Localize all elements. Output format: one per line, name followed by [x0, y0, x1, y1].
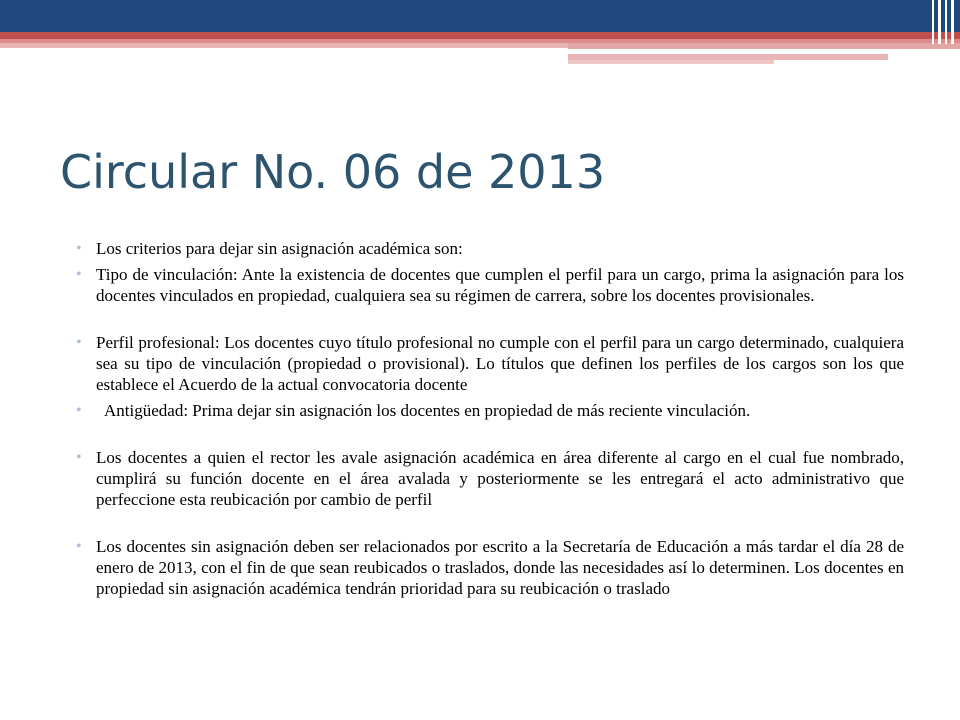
bullet-item: [76, 536, 904, 599]
bullet-text: Los docentes sin asignación deben ser relacionados por escrito a la Secretaría de Educación a más tardar el día 28 de enero de 2013, con el fin de que sean reubicados o traslados, donde las necesidades así lo determinen. Los docentes en propiedad sin asignación académica tendrán prioridad para su reubicación o traslado: [96, 537, 904, 598]
bullet-marker: •: [76, 266, 82, 283]
header-red-bar: [0, 32, 960, 39]
bullet-text: Los docentes a quien el rector les avale asignación académica en área diferente al cargo en el cual fue nombrado, cumplirá su función docente en el área avalada y posteriormente se les entregará el acto administrativo que perfeccione esta reubicación por cambio de perfil: [96, 448, 904, 509]
bullet-item: [76, 447, 904, 510]
header-pink-bar-right: [568, 43, 960, 49]
header-stripes: [922, 0, 960, 44]
header-pink-bar-lowest: [568, 60, 774, 64]
bullet-marker: •: [76, 240, 82, 257]
slide-body: [76, 238, 904, 599]
bullet-item: [76, 264, 904, 306]
header-pink-bar-left: [0, 43, 570, 48]
bullet-text: Los criterios para dejar sin asignación académica son:: [96, 239, 463, 258]
bullet-item: [76, 332, 904, 395]
bullet-text: Antigüedad: Prima dejar sin asignación los docentes en propiedad de más reciente vinculación.: [104, 401, 751, 420]
bullet-marker: •: [76, 402, 82, 419]
header-blue-bar: [0, 0, 960, 32]
bullet-text: Perfil profesional: Los docentes cuyo título profesional no cumple con el perfil para un cargo determinado, cualquiera sea su tipo de vinculación (propiedad o provisional). Lo títulos que definen los perfiles de los cargos son los que establece el Acuerdo de la actual convocatoria docente: [96, 333, 904, 394]
bullet-item: [76, 400, 904, 421]
bullet-text: Tipo de vinculación: Ante la existencia de docentes que cumplen el perfil para un cargo, prima la asignación para los docentes vinculados en propiedad, cualquiera sea su régimen de carrera, sobre los docentes provisionales.: [96, 265, 904, 305]
bullet-marker: •: [76, 538, 82, 555]
bullet-marker: •: [76, 449, 82, 466]
bullet-marker: •: [76, 334, 82, 351]
bullet-item: [76, 238, 904, 259]
slide-title: Circular No. 06 de 2013: [60, 145, 606, 199]
